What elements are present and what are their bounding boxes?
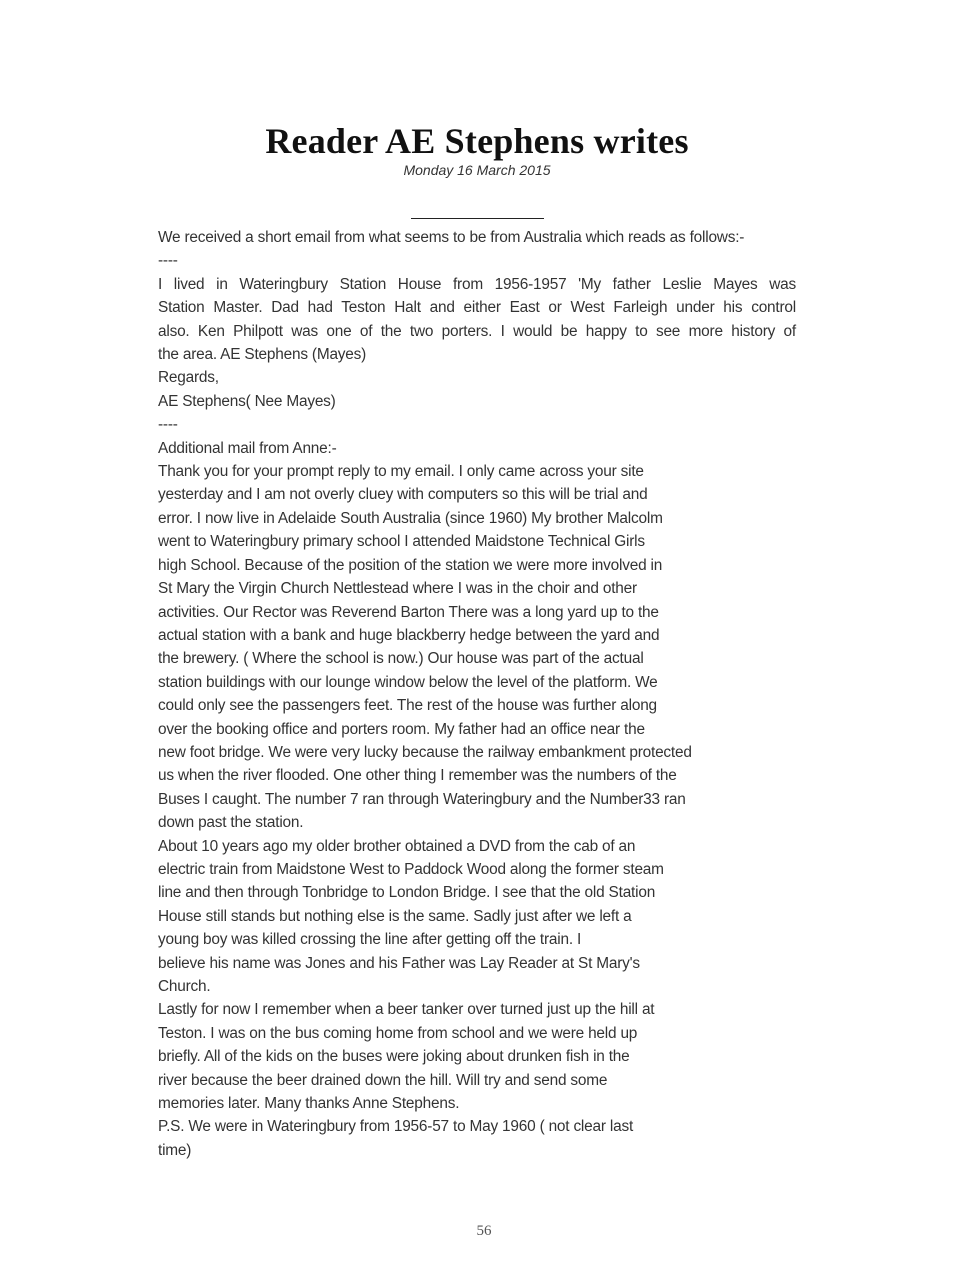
body-line: error. I now live in Adelaide South Australia (since 1960) My brother Malcolm — [158, 509, 663, 527]
body-line: P.S. We were in Wateringbury from 1956-57 to May 1960 ( not clear last — [158, 1118, 634, 1136]
body-line: Buses I caught. The number 7 ran through Wateringbury and the Number33 ran — [158, 790, 686, 808]
body-line: new foot bridge. We were very lucky because the railway embankment protected — [158, 743, 692, 761]
body-line: House still stands but nothing else is the same. Sadly just after we left a — [158, 907, 632, 925]
body-line: We received a short email from what seems to be from Australia which reads as follows:- — [158, 229, 745, 246]
body-line: high School. Because of the position of the station we were more involved in — [158, 556, 663, 574]
body-line: over the booking office and porters room. My father had an office near the — [158, 720, 645, 738]
body-line: Lastly for now I remember when a beer tanker over turned just up the hill at — [158, 1001, 655, 1019]
body-line: down past the station. — [158, 814, 304, 832]
article-date: Monday 16 March 2015 — [403, 162, 551, 178]
body-line: went to Wateringbury primary school I attended Maidstone Technical Girls — [158, 533, 645, 551]
body-line: actual station with a bank and huge blackberry hedge between the yard and — [158, 626, 660, 644]
body-line: station buildings with our lounge window below the level of the platform. We — [158, 673, 658, 691]
body-line: Regards, — [158, 369, 219, 387]
body-line: St Mary the Virgin Church Nettlestead where I was in the choir and other — [158, 580, 637, 598]
body-line: the area. AE Stephens (Mayes) — [158, 346, 367, 364]
body-line: time) — [158, 1141, 192, 1159]
body-line: believe his name was Jones and his Father was Lay Reader at St Mary's — [158, 954, 640, 972]
body-line: could only see the passengers feet. The rest of the house was further along — [158, 697, 657, 715]
body-line: young boy was killed crossing the line after getting off the train. I — [158, 931, 582, 949]
body-line: I lived in Wateringbury Station House from 1956-1957 'My father Leslie Mayes was — [158, 275, 796, 293]
body-line: yesterday and I am not overly cluey with computers so this will be trial and — [158, 486, 648, 504]
body-line: river because the beer drained down the hill. Will try and send some — [158, 1071, 608, 1089]
title-divider — [411, 218, 544, 219]
page-number: 56 — [476, 1223, 492, 1239]
body-line: activities. Our Rector was Reverend Barton There was a long yard up to the — [158, 603, 659, 621]
body-line: Church. — [158, 978, 211, 995]
body-line: electric train from Maidstone West to Paddock Wood along the former steam — [158, 860, 664, 878]
article-title: Reader AE Stephens writes — [265, 121, 689, 161]
body-line: also. Ken Philpott was one of the two porters. I would be happy to see more history of — [158, 322, 796, 340]
body-line: Additional mail from Anne:- — [158, 439, 337, 457]
body-line: Thank you for your prompt reply to my email. I only came across your site — [158, 463, 644, 481]
body-line: ---- — [158, 252, 178, 270]
body-line: briefly. All of the kids on the buses were joking about drunken fish in the — [158, 1048, 630, 1066]
body-line: About 10 years ago my older brother obtained a DVD from the cab of an — [158, 837, 636, 855]
body-line: the brewery. ( Where the school is now.) Our house was part of the actual — [158, 650, 644, 668]
body-line: AE Stephens( Nee Mayes) — [158, 392, 336, 410]
body-line: Teston. I was on the bus coming home from school and we were held up — [158, 1024, 638, 1042]
body-line: Station Master. Dad had Teston Halt and either East or West Farleigh under his control — [158, 299, 796, 317]
body-line: us when the river flooded. One other thing I remember was the numbers of the — [158, 767, 677, 785]
article-body — [158, 226, 798, 1162]
body-line: memories later. Many thanks Anne Stephens. — [158, 1095, 460, 1113]
body-line: line and then through Tonbridge to London Bridge. I see that the old Station — [158, 884, 656, 902]
body-line: ---- — [158, 416, 178, 434]
